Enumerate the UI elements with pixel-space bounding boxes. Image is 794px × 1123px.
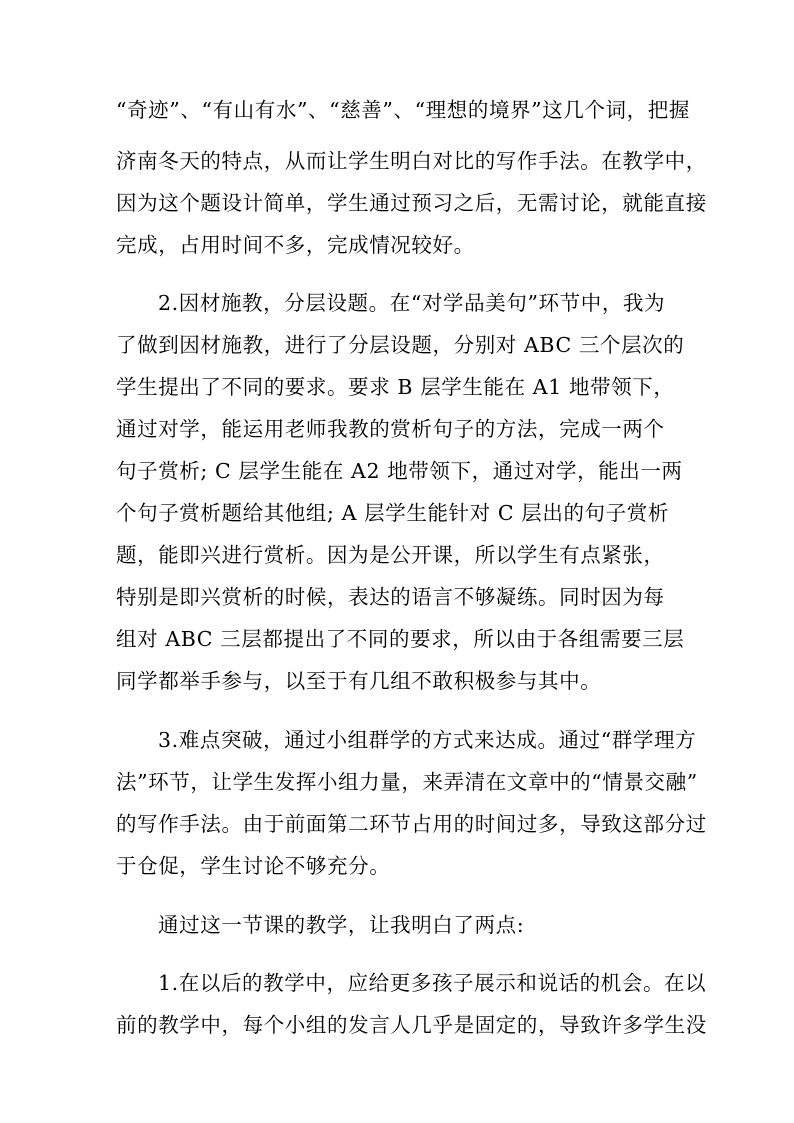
paragraph-line: 法”环节，让学生发挥小组力量，来弄清在文章中的“情景交融” <box>116 770 698 794</box>
paragraph-line: 题，能即兴进行赏析。因为是公开课，所以学生有点紧张， <box>116 543 665 567</box>
paragraph-line: 个句子赏析题给其他组; A 层学生能针对 C 层出的句子赏析 <box>116 501 669 525</box>
paragraph-line: 句子赏析; C 层学生能在 A2 地带领下，通过对学，能出一两 <box>116 459 683 483</box>
paragraph-line: 特别是即兴赏析的时候，表达的语言不够凝练。同时因为每 <box>116 585 665 609</box>
paragraph-line: 了做到因材施教，进行了分层设题，分别对 ABC 三个层次的 <box>116 333 685 357</box>
paragraph-line: 学生提出了不同的要求。要求 B 层学生能在 A1 地带领下， <box>116 375 675 399</box>
paragraph-line: “奇迹”、“有山有水”、“慈善”、“理想的境界”这几个词，把握 <box>116 98 690 122</box>
paragraph-line: 因为这个题设计简单，学生通过预习之后，无需讨论，就能直接 <box>116 191 707 215</box>
paragraph-line: 济南冬天的特点，从而让学生明白对比的写作手法。在教学中， <box>116 149 707 173</box>
paragraph-line: 2.因材施教，分层设题。在“对学品美句”环节中，我为 <box>158 291 666 315</box>
paragraph-line: 1.在以后的教学中，应给更多孩子展示和说话的机会。在以 <box>158 971 707 995</box>
paragraph-line: 完成，占用时间不多，完成情况较好。 <box>116 233 475 257</box>
paragraph-line: 组对 ABC 三层都提出了不同的要求，所以由于各组需要三层 <box>116 627 685 651</box>
paragraph-line: 3.难点突破，通过小组群学的方式来达成。通过“群学理方 <box>158 728 697 752</box>
paragraph-line: 通过对学，能运用老师我教的赏析句子的方法，完成一两个 <box>116 417 665 441</box>
paragraph-line: 的写作手法。由于前面第二环节占用的时间过多，导致这部分过 <box>116 812 707 836</box>
paragraph-line: 通过这一节课的教学，让我明白了两点: <box>158 913 525 937</box>
paragraph-line: 前的教学中，每个小组的发言人几乎是固定的，导致许多学生没 <box>116 1013 707 1037</box>
paragraph-line: 同学都举手参与，以至于有几组不敢积极参与其中。 <box>116 669 602 693</box>
paragraph-line: 于仓促，学生讨论不够充分。 <box>116 854 391 878</box>
